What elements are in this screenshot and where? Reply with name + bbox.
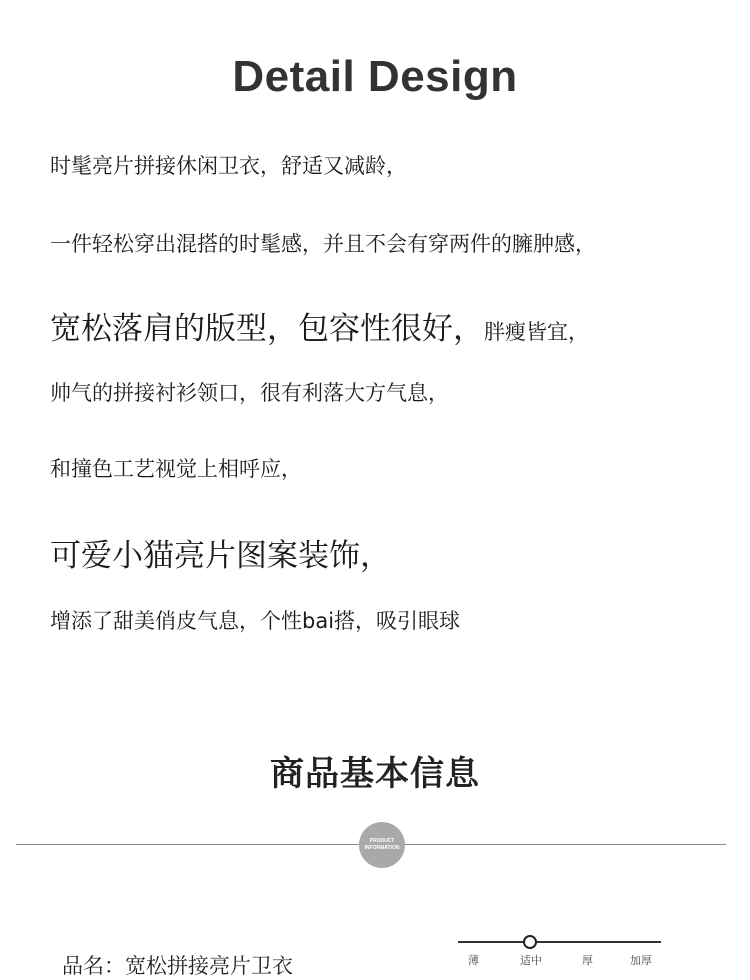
thickness-label: 适中	[520, 954, 542, 967]
description-line: 时髦亮片拼接休闲卫衣，舒适又减龄，	[50, 154, 407, 178]
product-information-badge	[359, 822, 405, 868]
description-line: 一件轻松穿出混搭的时髦感，并且不会有穿两件的臃肿感，	[50, 232, 596, 256]
page-title: Detail Design	[232, 52, 518, 101]
thickness-label: 加厚	[630, 954, 652, 967]
badge-line: INFORMATION	[364, 845, 400, 851]
thickness-scale-marker	[523, 935, 537, 949]
description-line: 增添了甜美俏皮气息，个性bai搭，吸引眼球	[50, 609, 461, 633]
thickness-scale-bar	[458, 941, 661, 943]
section-title: 商品基本信息	[270, 754, 480, 794]
thickness-scale-labels	[458, 952, 668, 966]
thickness-label: 厚	[582, 954, 593, 967]
badge-line: PRODUCT	[369, 838, 395, 844]
description-line-emphasis: 宽松落肩的版型，包容性很好，	[50, 311, 484, 347]
description-line: 帅气的拼接衬衫领口，很有利落大方气息，	[50, 381, 449, 405]
thickness-label: 薄	[468, 954, 479, 967]
description-line: 和撞色工艺视觉上相呼应，	[50, 457, 302, 481]
description-line	[50, 303, 589, 348]
product-name-row: 品名：宽松拼接亮片卫衣	[62, 954, 293, 978]
description-line-emphasis: 可爱小猫亮片图案装饰，	[50, 538, 391, 574]
description-line-suffix: 胖瘦皆宜，	[484, 320, 589, 344]
